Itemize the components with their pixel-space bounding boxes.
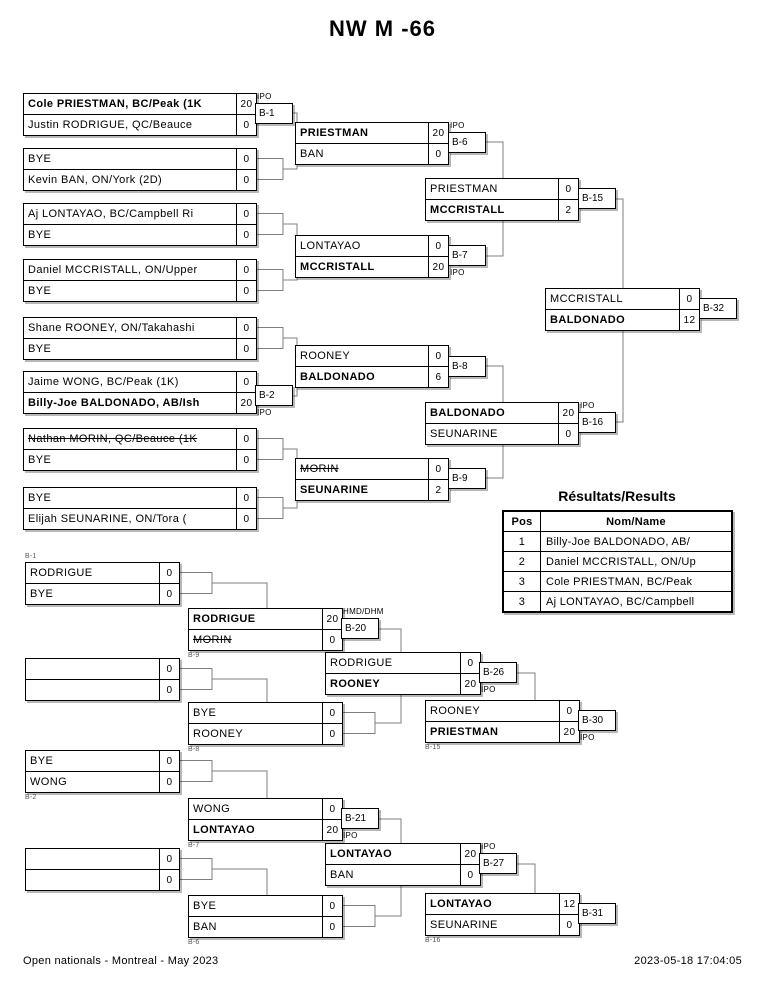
result-label: IPO [580, 733, 595, 742]
score-cell: 0 [159, 563, 179, 583]
player-name: MCCRISTALL [300, 261, 375, 273]
player-name: ROONEY [430, 705, 481, 717]
player-name: Jaime WONG, BC/Peak (1K) [28, 376, 179, 388]
match-tag-b27: B-27 [479, 853, 517, 874]
score-cell: 20 [428, 257, 448, 277]
player-name [26, 659, 159, 679]
match-b27 [325, 843, 481, 886]
player-name: PRIESTMAN [300, 127, 369, 139]
score-cell: 12 [679, 310, 699, 330]
score-cell: 0 [236, 339, 256, 359]
player-name: BYE [193, 900, 217, 912]
player-name: BALDONADO [550, 314, 626, 326]
match-r1-5 [23, 317, 257, 360]
player-name: MCCRISTALL [550, 293, 623, 305]
result-name: Daniel MCCRISTALL, ON/Up [541, 552, 733, 572]
score-cell: 0 [236, 281, 256, 301]
match-tag-b7: B-7 [448, 245, 486, 266]
match-tag-b16: B-16 [578, 412, 616, 433]
player-name [26, 849, 159, 869]
result-label: IPO [450, 268, 465, 277]
feed-label: B-6 [188, 939, 200, 946]
rep-b-entry-2 [25, 848, 180, 891]
player-name: WONG [30, 776, 68, 788]
player-name: ROONEY [193, 728, 244, 740]
score-cell: 0 [159, 584, 179, 604]
score-cell: 0 [236, 488, 256, 508]
score-cell: 0 [236, 225, 256, 245]
result-name: Aj LONTAYAO, BC/Campbell [541, 592, 733, 613]
player-name: BYE [28, 492, 52, 504]
player-name: BYE [30, 588, 54, 600]
score-cell: 0 [322, 724, 342, 744]
score-cell: 0 [558, 179, 578, 199]
player-name: BYE [28, 153, 52, 165]
score-cell: 12 [559, 894, 579, 914]
match-tag-b8: B-8 [448, 356, 486, 377]
player-name: SEUNARINE [430, 428, 498, 440]
score-cell: 0 [236, 170, 256, 190]
player-name: MCCRISTALL [430, 204, 505, 216]
score-cell: 0 [322, 703, 342, 723]
match-r1-8 [23, 487, 257, 530]
player-name [26, 680, 159, 700]
score-cell: 0 [236, 429, 256, 449]
player-name: Justin RODRIGUE, QC/Beauce [28, 119, 193, 131]
score-cell: 0 [159, 751, 179, 771]
match-tag-b21: B-21 [341, 808, 379, 829]
player-name: LONTAYAO [193, 824, 256, 836]
player-name: BYE [28, 343, 52, 355]
player-name: BYE [28, 285, 52, 297]
rep-a-entry-1 [25, 562, 180, 605]
result-pos: 2 [503, 552, 541, 572]
result-name: Billy-Joe BALDONADO, AB/ [541, 532, 733, 552]
player-name: Nathan MORIN, QC/Beauce (1K [28, 433, 198, 445]
score-cell: 20 [322, 609, 342, 629]
player-name: BALDONADO [430, 407, 506, 419]
match-r1-4 [23, 259, 257, 302]
match-tag-b15: B-15 [578, 188, 616, 209]
score-cell: 0 [679, 289, 699, 309]
match-b20 [188, 608, 343, 651]
match-tag-b6: B-6 [448, 132, 486, 153]
player-name: BYE [30, 755, 54, 767]
rep-a-entry-2 [25, 658, 180, 701]
score-cell: 0 [428, 459, 448, 479]
result-pos: 1 [503, 532, 541, 552]
feed-label: B-2 [25, 794, 37, 801]
match-tag-b2: B-2 [255, 385, 293, 406]
feed-label: B-7 [188, 842, 200, 849]
score-cell: 0 [236, 450, 256, 470]
player-name: Shane ROONEY, ON/Takahashi [28, 322, 195, 334]
player-name: MORIN [193, 634, 232, 646]
match-r1-3 [23, 203, 257, 246]
score-cell: 0 [322, 630, 342, 650]
match-b26 [325, 652, 481, 695]
score-cell: 20 [558, 403, 578, 423]
result-label: IPO [481, 685, 496, 694]
player-name: Billy-Joe BALDONADO, AB/Ish [28, 397, 200, 409]
result-label: IPO [257, 92, 272, 101]
player-name: BYE [28, 229, 52, 241]
result-label: IPO [257, 408, 272, 417]
score-cell: 0 [460, 865, 480, 885]
match-r1-6 [23, 371, 257, 414]
score-cell: 2 [428, 480, 448, 500]
player-name: RODRIGUE [193, 613, 256, 625]
player-name: RODRIGUE [30, 567, 93, 579]
player-name: LONTAYAO [430, 898, 493, 910]
rep-b-entry-3 [188, 895, 343, 938]
result-pos: 3 [503, 592, 541, 613]
match-b15 [425, 178, 579, 221]
result-label: IPO [450, 121, 465, 130]
results-table [502, 510, 733, 613]
rep-b-entry-1 [25, 750, 180, 793]
player-name: BALDONADO [300, 371, 376, 383]
score-cell: 20 [428, 123, 448, 143]
score-cell: 0 [236, 149, 256, 169]
match-tag-b1: B-1 [255, 103, 293, 124]
feed-label: B-8 [188, 746, 200, 753]
match-tag-b26: B-26 [479, 662, 517, 683]
match-r1-7 [23, 428, 257, 471]
score-cell: 20 [460, 674, 480, 694]
score-cell: 0 [159, 849, 179, 869]
player-name: BAN [330, 869, 354, 881]
score-cell: 0 [159, 659, 179, 679]
score-cell: 0 [322, 799, 342, 819]
score-cell: 0 [159, 680, 179, 700]
result-label: IPO [343, 831, 358, 840]
table-row [503, 572, 732, 592]
results-title: Résultats/Results [558, 488, 676, 504]
player-name: PRIESTMAN [430, 183, 498, 195]
player-name: Cole PRIESTMAN, BC/Peak (1K [28, 98, 203, 110]
score-cell: 0 [428, 144, 448, 164]
match-b21 [188, 798, 343, 841]
table-row [503, 552, 732, 572]
score-cell: 20 [236, 393, 256, 413]
feed-label: B-16 [425, 937, 441, 944]
score-cell: 0 [236, 115, 256, 135]
player-name: MORIN [300, 463, 339, 475]
player-name: BYE [193, 707, 217, 719]
match-b16 [425, 402, 579, 445]
footer-event-label: Open nationals - Montreal - May 2023 [23, 955, 219, 967]
score-cell: 20 [460, 844, 480, 864]
score-cell: 0 [322, 896, 342, 916]
player-name: Elijah SEUNARINE, ON/Tora ( [28, 513, 187, 525]
match-tag-b32: B-32 [699, 298, 737, 319]
result-pos: 3 [503, 572, 541, 592]
score-cell: 0 [559, 701, 579, 721]
score-cell: 0 [559, 915, 579, 935]
score-cell: 0 [236, 260, 256, 280]
match-r1-2 [23, 148, 257, 191]
results-header-name: Nom/Name [541, 511, 733, 532]
player-name: Kevin BAN, ON/York (2D) [28, 174, 163, 186]
match-b7 [295, 235, 449, 278]
match-r1-1 [23, 93, 257, 136]
score-cell: 0 [236, 372, 256, 392]
player-name: ROONEY [300, 350, 351, 362]
page-title: NW M -66 [329, 16, 436, 41]
player-name: PRIESTMAN [430, 726, 499, 738]
match-b32-final [545, 288, 700, 331]
player-name: LONTAYAO [330, 848, 393, 860]
match-tag-b9: B-9 [448, 468, 486, 489]
result-label: IPO [580, 401, 595, 410]
feed-label: B-9 [188, 652, 200, 659]
score-cell: 0 [159, 870, 179, 890]
player-name: BAN [300, 148, 324, 160]
score-cell: 20 [322, 820, 342, 840]
player-name: ROONEY [330, 678, 381, 690]
result-label: IPO [481, 842, 496, 851]
feed-label: B-1 [25, 553, 37, 560]
score-cell: 0 [322, 917, 342, 937]
score-cell: 0 [236, 204, 256, 224]
score-cell: 0 [236, 318, 256, 338]
result-label: HMD/DHM [343, 607, 384, 616]
score-cell: 0 [428, 346, 448, 366]
player-name: Daniel MCCRISTALL, ON/Upper [28, 264, 198, 276]
footer-timestamp: 2023-05-18 17:04:05 [634, 955, 742, 967]
player-name: BYE [28, 454, 52, 466]
score-cell: 20 [236, 94, 256, 114]
match-b8 [295, 345, 449, 388]
result-name: Cole PRIESTMAN, BC/Peak [541, 572, 733, 592]
score-cell: 2 [558, 200, 578, 220]
score-cell: 0 [236, 509, 256, 529]
player-name: LONTAYAO [300, 240, 361, 252]
score-cell: 6 [428, 367, 448, 387]
match-b9 [295, 458, 449, 501]
player-name: SEUNARINE [430, 919, 498, 931]
score-cell: 0 [428, 236, 448, 256]
player-name: BAN [193, 921, 217, 933]
player-name: SEUNARINE [300, 484, 369, 496]
player-name: RODRIGUE [330, 657, 393, 669]
results-header-row [503, 511, 732, 532]
results-header-pos: Pos [503, 511, 541, 532]
score-cell: 0 [159, 772, 179, 792]
match-b30 [425, 700, 580, 743]
player-name: WONG [193, 803, 231, 815]
player-name [26, 870, 159, 890]
player-name: Aj LONTAYAO, BC/Campbell Ri [28, 208, 194, 220]
match-tag-b31: B-31 [578, 903, 616, 924]
match-tag-b20: B-20 [341, 618, 379, 639]
score-cell: 0 [460, 653, 480, 673]
match-b6 [295, 122, 449, 165]
feed-label: B-15 [425, 744, 441, 751]
score-cell: 20 [559, 722, 579, 742]
table-row [503, 532, 732, 552]
rep-a-entry-3 [188, 702, 343, 745]
score-cell: 0 [558, 424, 578, 444]
match-b31 [425, 893, 580, 936]
table-row [503, 592, 732, 613]
match-tag-b30: B-30 [578, 710, 616, 731]
